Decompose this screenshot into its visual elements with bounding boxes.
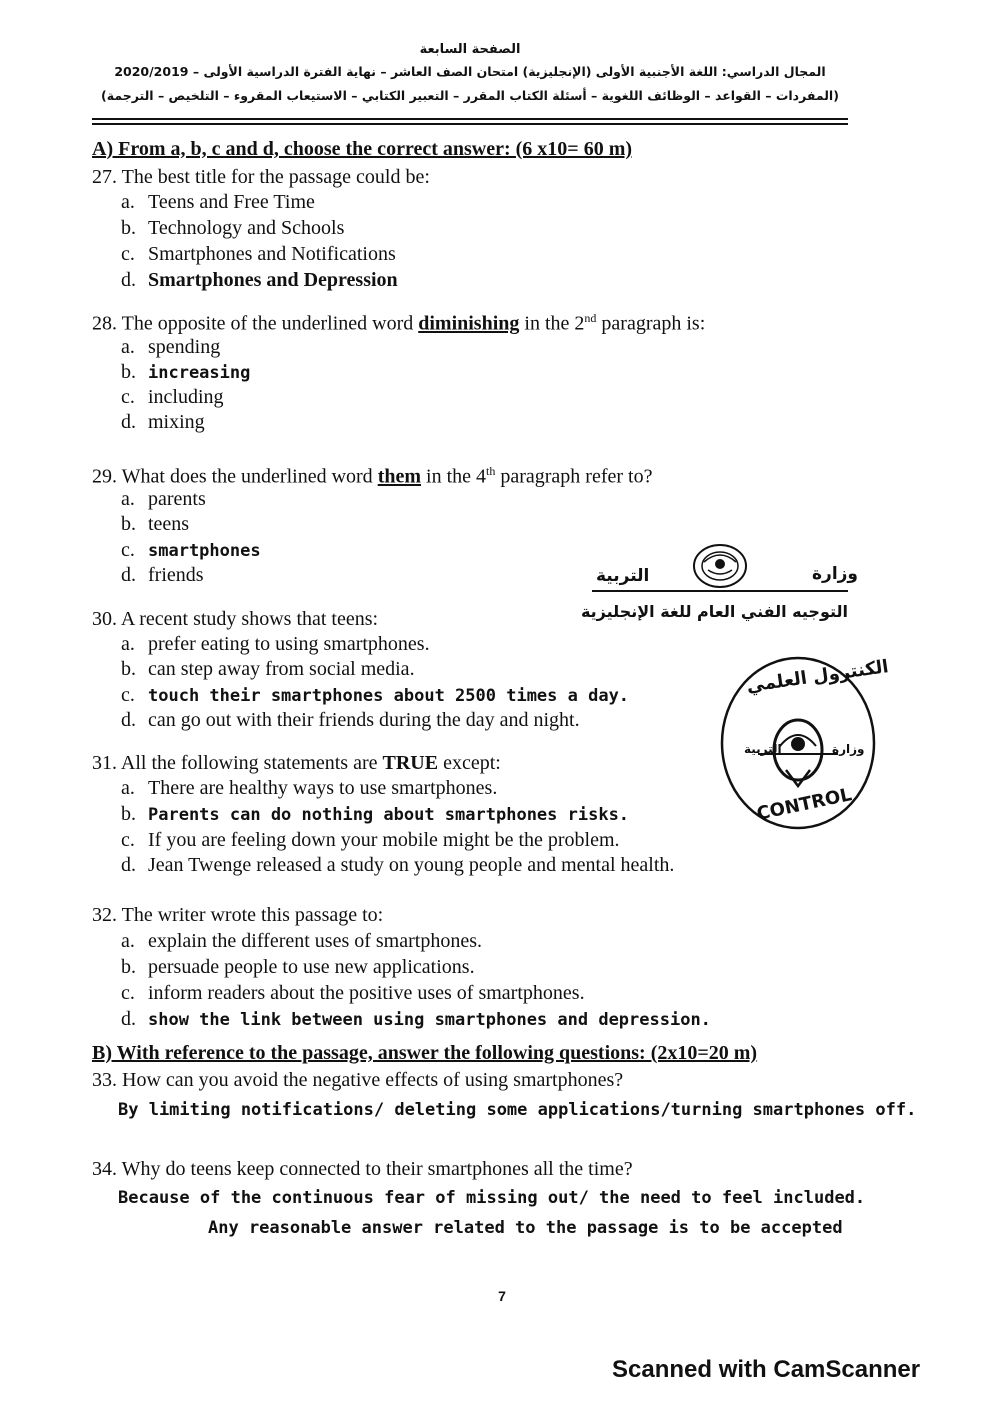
option-31b-correct: b. Parents can do nothing about smartphones risks.: [121, 803, 630, 825]
option-32d-correct: d. show the link between using smartphones and depression.: [121, 1008, 711, 1030]
camscanner-watermark: Scanned with CamScanner: [612, 1356, 921, 1383]
question-text: The best title for the passage could be:: [121, 166, 430, 188]
underlined-word: them: [377, 465, 422, 488]
page-label: الصفحة السابعة: [419, 42, 521, 57]
option-27a: a. Teens and Free Time: [121, 191, 315, 213]
option-32c: c. inform readers about the positive uses of smartphones.: [121, 982, 585, 1004]
emblem-icon: [690, 542, 750, 592]
option-30c-correct: c. touch their smartphones about 2500 times a day.: [121, 684, 630, 706]
question-30: 30. A recent study shows that teens:: [92, 608, 379, 630]
option-32a: a. explain the different uses of smartphones.: [121, 930, 482, 952]
option-30a: a. prefer eating to using smartphones.: [121, 633, 430, 655]
header-rule-top: [92, 118, 848, 120]
option-28c: c. including: [121, 386, 224, 408]
option-29a: a. parents: [121, 488, 206, 510]
answer-34: Because of the continuous fear of missing out/ the need to feel included.: [118, 1188, 866, 1208]
option-32b: b. persuade people to use new applications.: [121, 956, 475, 978]
control-stamp: الكنترول العلمي التربية وزارة CONTROL: [718, 654, 878, 832]
header-rule-bottom: [92, 123, 848, 125]
question-34: 34. Why do teens keep connected to their smartphones all the time?: [92, 1158, 633, 1180]
question-29: 29. What does the underlined word them in the 4th paragraph refer to?: [92, 464, 653, 488]
underlined-word: diminishing: [418, 312, 520, 335]
answer-33: By limiting notifications/ deleting some applications/turning smartphones off.: [118, 1100, 917, 1120]
option-29d: d. friends: [121, 564, 204, 586]
option-29b: b. teens: [121, 513, 190, 535]
question-27: [92, 166, 430, 189]
question-32: 32. The writer wrote this passage to:: [92, 904, 384, 926]
option-28b-correct: b. increasing: [121, 361, 251, 383]
option-27d-correct: d. Smartphones and Depression: [121, 269, 398, 291]
option-30b: b. can step away from social media.: [121, 658, 415, 680]
question-28: 28. The opposite of the underlined word diminishing in the 2nd paragraph is:: [92, 311, 706, 335]
option-28d: d. mixing: [121, 411, 205, 433]
ministry-stamp: التربية وزارة التوجيه الفني العام للغة الإنجليزية: [590, 542, 850, 632]
page-number: 7: [498, 1288, 506, 1304]
header-line-2: (المفردات – القواعد – الوظائف اللغوية – أسئلة الكتاب المقرر – التعبير الكتابي – الاستيعاب المقروء – التلخيص – الترجمة): [101, 88, 839, 103]
question-number: 27.: [92, 166, 117, 188]
option-31c: c. If you are feeling down your mobile might be the problem.: [121, 829, 620, 851]
option-29c-correct: c. smartphones: [121, 539, 261, 561]
section-a-title: A) From a, b, c and d, choose the correct answer: (6 x10= 60 m): [92, 138, 633, 160]
option-27c: c. Smartphones and Notifications: [121, 243, 396, 265]
option-31a: a. There are healthy ways to use smartphones.: [121, 777, 498, 799]
question-31: 31. All the following statements are TRUE except:: [92, 752, 501, 774]
header-line-1: المجال الدراسي: اللغة الأجنبية الأولى (الإنجليزية) امتحان الصف العاشر – نهاية الفترة الدراسية الأولى – 2020/2019: [114, 64, 826, 79]
section-b-title: B) With reference to the passage, answer the following questions: (2x10=20 m): [92, 1042, 758, 1064]
option-27b: b. Technology and Schools: [121, 217, 345, 239]
answer-note: Any reasonable answer related to the passage is to be accepted: [208, 1218, 843, 1238]
option-31d: d. Jean Twenge released a study on young people and mental health.: [121, 854, 675, 876]
question-33: 33. How can you avoid the negative effects of using smartphones?: [92, 1069, 624, 1091]
option-28a: a. spending: [121, 336, 221, 358]
option-30d: d. can go out with their friends during the day and night.: [121, 709, 580, 731]
control-label: CONTROL: [754, 784, 854, 825]
